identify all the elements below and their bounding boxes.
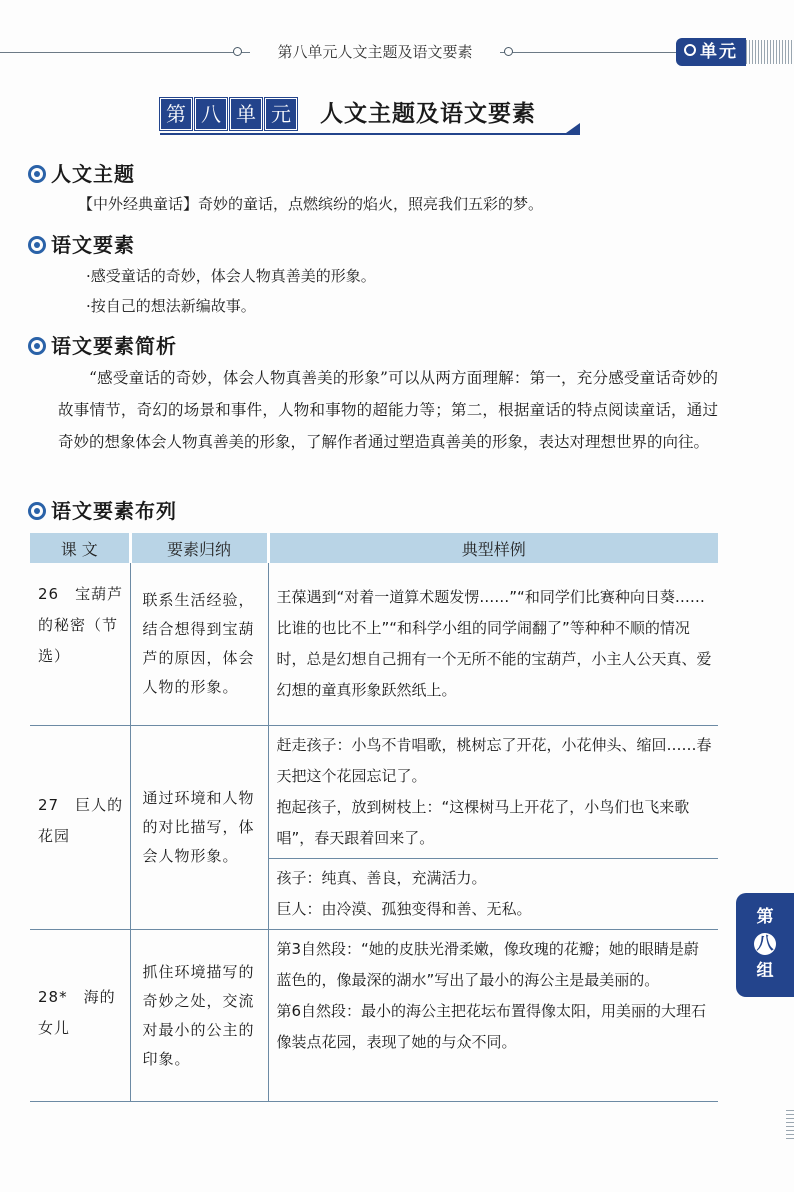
example-text: 孩子：纯真、善良，充满活力。 [276, 869, 487, 887]
header-title: 第八单元人文主题及语文要素 [250, 41, 500, 62]
location-pin-icon [28, 337, 46, 355]
table-header-row [30, 533, 718, 563]
table-row [30, 563, 718, 726]
element-bullet: ·感受童话的奇妙，体会人物真善美的形象。 [86, 267, 376, 285]
lesson-cell: 28* 海的女儿 [30, 930, 130, 1102]
section-heading-elements [28, 229, 135, 258]
theme-text: 【中外经典童话】奇妙的童话，点燃缤纷的焰火，照亮我们五彩的梦。 [78, 195, 544, 213]
unit-badge-label: 单元 [700, 42, 738, 62]
section-title: 人文主题 [51, 162, 135, 186]
unit-chip: 第 [160, 98, 192, 130]
section-heading-analysis [28, 330, 177, 359]
analysis-paragraph: “感受童话的奇妙，体会人物真善美的形象”可以从两方面理解：第一，充分感受童话奇妙的故事情节，奇幻的场景和事件，人物和事物的超能力等；第二，根据童话的特点阅读童话，通过奇妙的想象体会人物真善美的形象，了解作者通过塑造真善美的形象，表达对理想世界的向往。 [58, 369, 718, 451]
example-cell [268, 563, 718, 726]
column-header: 课 文 [30, 533, 130, 563]
unit-chip: 单 [230, 98, 262, 130]
lesson-cell: 26 宝葫芦的秘密（节选） [30, 563, 130, 726]
group-side-tab [736, 893, 794, 997]
header-dot-left [233, 47, 242, 56]
example-text: 第3自然段：“她的皮肤光滑柔嫩，像玫瑰的花瓣；她的眼睛是蔚蓝色的，像最深的湖水”写出了最小的海公主是最美丽的。 [276, 940, 699, 989]
page-header [0, 30, 794, 74]
side-tab-char: 第 [756, 907, 774, 927]
example-cell [268, 930, 718, 1102]
section-title: 语文要素布列 [51, 499, 177, 523]
header-dot-right [504, 47, 513, 56]
side-tab-char: 八 [754, 933, 776, 955]
table-row [30, 726, 718, 930]
example-text: 第6自然段：最小的海公主把花坛布置得像太阳，用美丽的大理石像装点花园，表现了她的与众不同。 [276, 1002, 707, 1051]
lesson-cell: 27 巨人的花园 [30, 726, 130, 930]
summary-cell: 抓住环境描写的奇妙之处，交流对最小的公主的印象。 [130, 930, 268, 1102]
unit-chip: 元 [265, 98, 297, 130]
unit-title [160, 98, 536, 132]
circle-icon [684, 44, 696, 56]
example-text: 赶走孩子：小鸟不肯唱歌，桃树忘了开花，小花伸头、缩回……春天把这个花园忘记了。 [276, 736, 712, 785]
location-pin-icon [28, 165, 46, 183]
unit-title-underline [160, 133, 580, 135]
example-cell [268, 726, 718, 930]
example-text: 巨人：由冷漠、孤独变得和善、无私。 [276, 900, 532, 918]
example-text: 王葆遇到“对着一道算术题发愣……”“和同学们比赛种向日葵……比谁的也比不上”“和科学小组的同学闹翻了”等种种不顺的情况时，总是幻想自己拥有一个无所不能的宝葫芦，小主人公天真、爱幻想的童真形象跃然纸上。 [276, 588, 712, 699]
unit-title-triangle [566, 123, 580, 133]
example-text: 抱起孩子，放到树枝上：“这棵树马上开花了，小鸟们也飞来歌唱”，春天跟着回来了。 [276, 798, 690, 847]
section-title: 语文要素简析 [51, 334, 177, 358]
section-heading-theme [28, 158, 135, 187]
section-title: 语文要素 [51, 233, 135, 257]
elements-table [30, 533, 718, 1102]
summary-cell: 通过环境和人物的对比描写，体会人物形象。 [130, 726, 268, 930]
unit-chip: 八 [195, 98, 227, 130]
column-header: 要素归纳 [130, 533, 268, 563]
summary-cell: 联系生活经验，结合想得到宝葫芦的原因，体会人物的形象。 [130, 563, 268, 726]
location-pin-icon [28, 502, 46, 520]
side-stripes [786, 1110, 794, 1140]
unit-subtitle: 人文主题及语文要素 [320, 100, 536, 127]
column-header: 典型样例 [268, 533, 718, 563]
section-heading-layout [28, 495, 177, 524]
location-pin-icon [28, 236, 46, 254]
side-tab-char: 组 [756, 961, 774, 981]
example-group [269, 858, 719, 929]
example-group [269, 726, 719, 858]
header-stripes [746, 40, 794, 64]
unit-badge [676, 38, 746, 66]
table-row [30, 930, 718, 1102]
element-bullet: ·按自己的想法新编故事。 [86, 297, 256, 315]
